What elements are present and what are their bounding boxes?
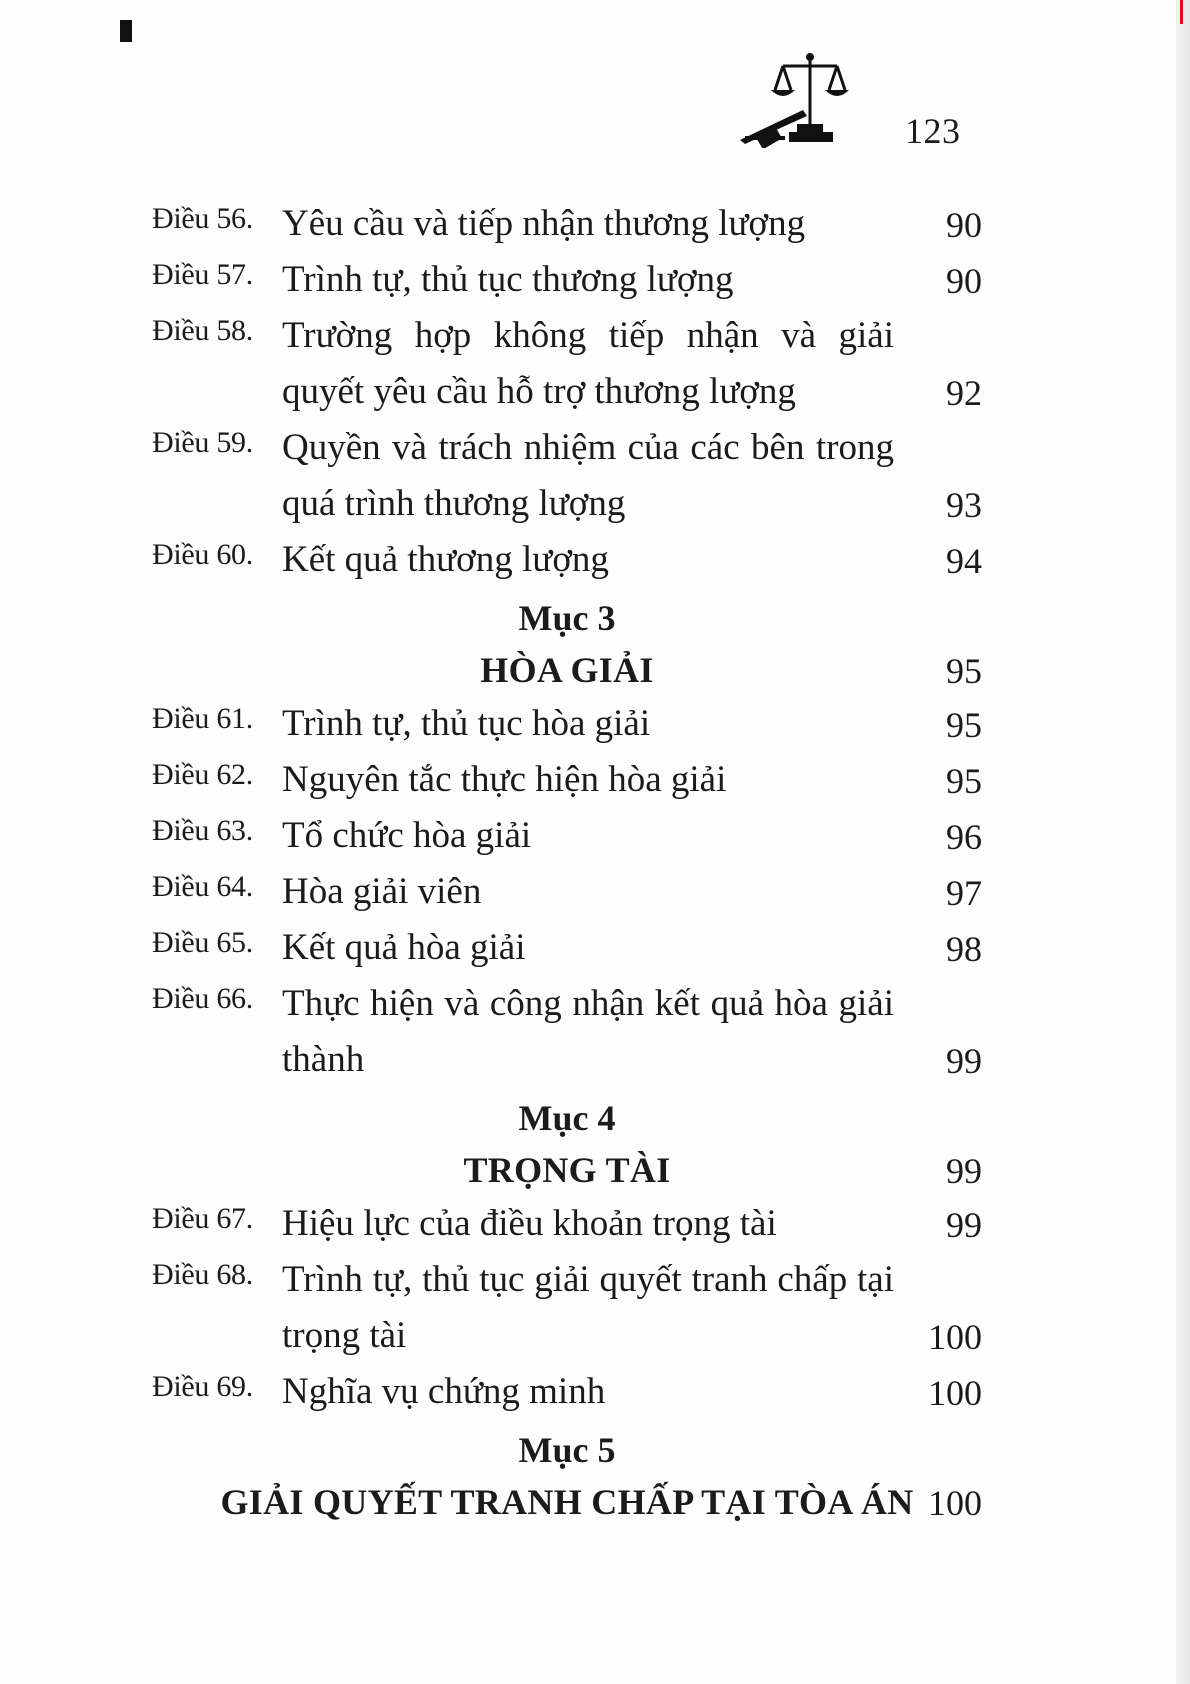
article-number: Điều 66. [152, 982, 253, 1015]
toc-entry [152, 1364, 982, 1420]
toc-entry [152, 920, 982, 976]
section-heading [152, 1424, 982, 1528]
article-title: Trường hợp không tiếp nhận và giải quyết yêu cầu hỗ trợ thương lượng [282, 315, 894, 412]
toc-entry [152, 252, 982, 308]
article-number: Điều 63. [152, 814, 253, 847]
page-ref: 99 [946, 1205, 982, 1245]
article-number: Điều 68. [152, 1258, 253, 1291]
page-ref: 94 [946, 541, 982, 581]
section-name: HÒA GIẢI [480, 650, 654, 690]
toc-entry [152, 1252, 982, 1364]
article-title: Hiệu lực của điều khoản trọng tài [282, 1203, 777, 1244]
toc-entry [152, 976, 982, 1088]
article-title: Kết quả hòa giải [282, 927, 526, 968]
article-number: Điều 59. [152, 426, 253, 459]
article-title: Trình tự, thủ tục hòa giải [282, 703, 651, 744]
page-ref: 95 [946, 705, 982, 745]
section-name: GIẢI QUYẾT TRANH CHẤP TẠI TÒA ÁN [220, 1482, 914, 1522]
article-title: Yêu cầu và tiếp nhận thương lượng [282, 203, 806, 244]
article-number: Điều 61. [152, 702, 253, 735]
page-ref: 92 [946, 373, 982, 413]
scales-of-justice-icon [735, 48, 885, 148]
section-label: Mục 5 [518, 1430, 616, 1470]
page-ref: 98 [946, 929, 982, 969]
section-label: Mục 3 [518, 598, 616, 638]
page-ref: 100 [928, 1317, 982, 1357]
page-ref: 90 [946, 205, 982, 245]
article-number: Điều 67. [152, 1202, 253, 1235]
article-number: Điều 65. [152, 926, 253, 959]
toc-entry [152, 864, 982, 920]
section-heading [152, 1092, 982, 1196]
corner-mark [120, 20, 132, 42]
page-number: 123 [905, 111, 961, 151]
section-label: Mục 4 [518, 1098, 616, 1138]
toc-entry [152, 420, 982, 532]
article-number: Điều 69. [152, 1370, 253, 1403]
article-title: Nghĩa vụ chứng minh [282, 1371, 606, 1412]
table-of-contents [152, 196, 982, 1528]
article-title: Quyền và trách nhiệm của các bên trong quá trình thương lượng [282, 427, 894, 524]
article-title: Tổ chức hòa giải [282, 815, 532, 856]
article-number: Điều 64. [152, 870, 253, 903]
page-ref: 99 [946, 1151, 982, 1191]
article-number: Điều 57. [152, 258, 253, 291]
article-number: Điều 58. [152, 314, 253, 347]
article-number: Điều 56. [152, 202, 253, 235]
page-ref: 95 [946, 651, 982, 691]
article-title: Kết quả thương lượng [282, 539, 609, 580]
article-title: Trình tự, thủ tục giải quyết tranh chấp tại trọng tài [282, 1259, 894, 1356]
page-ref: 96 [946, 817, 982, 857]
article-number: Điều 62. [152, 758, 253, 791]
toc-entry [152, 1196, 982, 1252]
article-title: Trình tự, thủ tục thương lượng [282, 259, 734, 300]
page-ref: 100 [928, 1373, 982, 1413]
section-heading [152, 592, 982, 696]
page-ref: 100 [928, 1483, 982, 1523]
toc-entry [152, 532, 982, 588]
toc-entry [152, 308, 982, 420]
page-ref: 93 [946, 485, 982, 525]
article-title: Thực hiện và công nhận kết quả hòa giải thành [282, 983, 894, 1080]
page-ref: 95 [946, 761, 982, 801]
toc-entry [152, 696, 982, 752]
page-ref: 90 [946, 261, 982, 301]
article-title: Nguyên tắc thực hiện hòa giải [282, 759, 727, 800]
toc-entry [152, 752, 982, 808]
toc-entry [152, 808, 982, 864]
page-ref: 99 [946, 1041, 982, 1081]
page-ref: 97 [946, 873, 982, 913]
section-name: TRỌNG TÀI [463, 1150, 671, 1190]
article-title: Hòa giải viên [282, 871, 482, 912]
toc-entry [152, 196, 982, 252]
page-edge [1176, 0, 1190, 1684]
article-number: Điều 60. [152, 538, 253, 571]
